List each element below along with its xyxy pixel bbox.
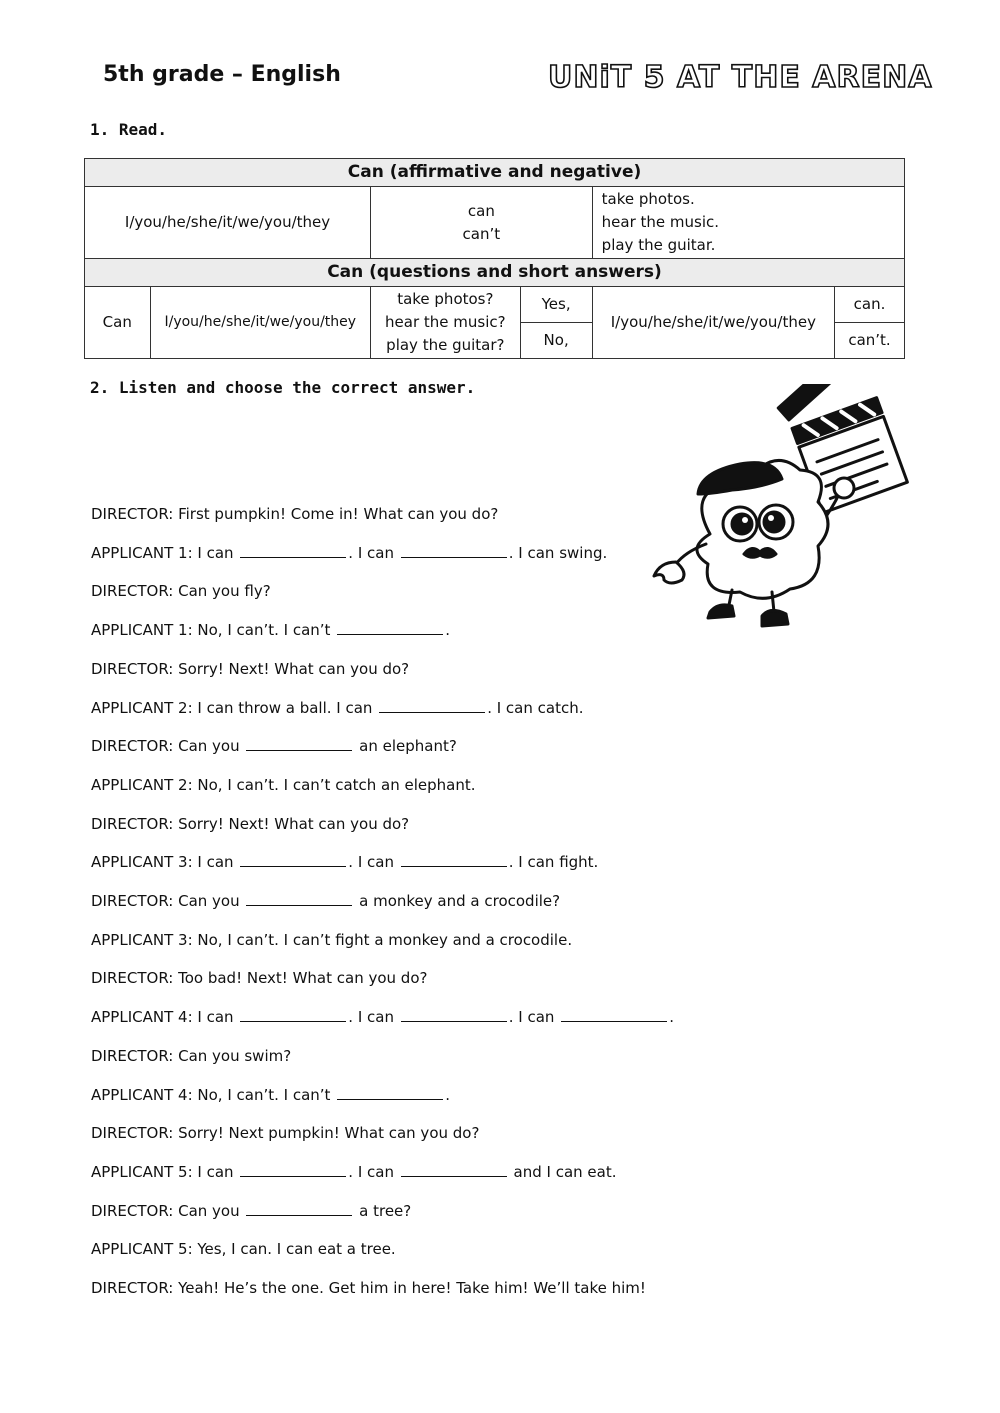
dialogue-text: . [445, 1085, 450, 1104]
dialogue-text: DIRECTOR: Can you [91, 892, 245, 910]
dialogue-text: . I can [348, 1162, 399, 1181]
question-subjects: I/you/he/she/it/we/you/they [150, 287, 371, 359]
answer-blank[interactable] [401, 854, 507, 867]
dialogue-text: APPLICANT 2: I can throw a ball. I can [91, 698, 378, 717]
dialogue-line [91, 1047, 291, 1065]
dialogue-line [91, 621, 450, 639]
section-2-title: 2. Listen and choose the correct answer. [90, 378, 476, 397]
unit-title: UNiT 5 AT THE ARENA [548, 60, 933, 95]
dialogue-text: APPLICANT 4: No, I can’t. I can’t [91, 1085, 336, 1104]
verb-item: hear the music. [601, 213, 720, 231]
dialogue-text: . I can swing. [508, 543, 608, 562]
dialogue-text: . [445, 621, 450, 640]
dialogue-text: DIRECTOR: Sorry! Next! What can you do? [91, 659, 410, 678]
dialogue-text: DIRECTOR: First pumpkin! Come in! What can you do? [91, 505, 499, 523]
dialogue-line [91, 1279, 646, 1297]
dialogue-line [91, 1163, 616, 1181]
question-can: Can [85, 287, 151, 359]
dialogue-text: . I can [508, 1008, 560, 1027]
dialogue-text: and I can eat. [508, 1162, 617, 1181]
answer-blank[interactable] [401, 1009, 507, 1022]
question-verb: hear the music? [385, 313, 506, 331]
answer-blank[interactable] [401, 545, 507, 558]
answer-blank[interactable] [379, 700, 485, 713]
affirmative-heading: Can (affirmative and negative) [85, 159, 905, 187]
answer-blank[interactable] [561, 1009, 667, 1022]
answer-blank[interactable] [240, 1009, 346, 1022]
answer-blank[interactable] [337, 622, 443, 635]
question-verb: take photos? [397, 290, 494, 308]
answer-blank[interactable] [246, 738, 352, 751]
answer-blank[interactable] [246, 893, 352, 906]
dialogue-line [91, 544, 607, 562]
dialogue-line [91, 776, 476, 794]
dialogue-text: . I can catch. [487, 698, 584, 717]
dialogue-line [91, 1240, 396, 1258]
answer-subjects: I/you/he/she/it/we/you/they [592, 287, 834, 359]
dialogue-text: . I can [348, 853, 399, 872]
short-answer-cant: can’t. [835, 323, 905, 359]
dialogue-text: APPLICANT 4: I can [91, 1008, 239, 1027]
grammar-table [84, 158, 905, 359]
dialogue-line [91, 1086, 450, 1104]
short-answer-no: No, [520, 323, 592, 359]
modal-cant: can’t [462, 224, 501, 243]
pumpkin-director-icon [640, 384, 910, 644]
dialogue-line [91, 1008, 674, 1026]
dialogue-line [91, 892, 560, 910]
dialogue-text: DIRECTOR: Can you swim? [91, 1046, 292, 1065]
dialogue-text: . I can fight. [508, 853, 599, 872]
answer-blank[interactable] [240, 854, 346, 867]
dialogue-text: APPLICANT 5: I can [91, 1162, 239, 1181]
dialogue-line [91, 660, 409, 678]
dialogue-line [91, 853, 598, 871]
dialogue-line [91, 969, 427, 987]
answer-blank[interactable] [240, 1164, 346, 1177]
question-verbs [371, 287, 521, 359]
dialogue-text: . I can [348, 1008, 399, 1027]
dialogue-line [91, 815, 409, 833]
dialogue-text: DIRECTOR: Can you fly? [91, 582, 271, 601]
dialogue-text: APPLICANT 3: No, I can’t. I can’t fight a monkey and a crocodile. [91, 930, 573, 949]
verb-item: take photos. [601, 190, 695, 208]
dialogue-text: APPLICANT 1: No, I can’t. I can’t [91, 621, 336, 640]
dialogue-text: DIRECTOR: Sorry! Next pumpkin! What can you do? [91, 1124, 480, 1143]
dialogue-line [91, 1202, 411, 1220]
dialogue-text: APPLICANT 3: I can [91, 853, 239, 872]
dialogue-text: a monkey and a crocodile? [354, 892, 561, 910]
questions-heading: Can (questions and short answers) [85, 259, 905, 287]
short-answer-yes: Yes, [520, 287, 592, 323]
answer-blank[interactable] [246, 1203, 352, 1216]
dialogue-text: a tree? [354, 1201, 412, 1220]
dialogue-text: an elephant? [354, 737, 457, 756]
dialogue-line [91, 699, 583, 717]
question-verb: play the guitar? [386, 336, 505, 354]
dialogue-text: DIRECTOR: Sorry! Next! What can you do? [91, 814, 410, 833]
dialogue-text: APPLICANT 1: I can [91, 543, 239, 562]
dialogue-text: DIRECTOR: Too bad! Next! What can you do? [91, 969, 428, 988]
answer-blank[interactable] [337, 1087, 443, 1100]
modal-can: can [467, 201, 495, 220]
dialogue-text: APPLICANT 5: Yes, I can. I can eat a tree. [91, 1240, 396, 1259]
dialogue-line [91, 582, 271, 600]
answer-blank[interactable] [401, 1164, 507, 1177]
short-answer-can: can. [835, 287, 905, 323]
dialogue-line [91, 737, 457, 755]
affirmative-verbs [592, 187, 904, 259]
dialogue-text: DIRECTOR: Can you [91, 737, 245, 756]
verb-item: play the guitar. [601, 236, 716, 254]
affirmative-modals [371, 187, 593, 259]
dialogue-line [91, 505, 498, 523]
affirmative-subjects: I/you/he/she/it/we/you/they [85, 187, 371, 259]
section-1-title: 1. Read. [90, 120, 168, 139]
dialogue-line [91, 931, 572, 949]
grade-title: 5th grade – English [103, 62, 341, 87]
dialogue-text: APPLICANT 2: No, I can’t. I can’t catch an elephant. [91, 775, 476, 794]
dialogue-text: . I can [348, 543, 399, 562]
dialogue-text: DIRECTOR: Yeah! He’s the one. Get him in here! Take him! We’ll take him! [91, 1279, 646, 1297]
dialogue-text: DIRECTOR: Can you [91, 1201, 245, 1220]
answer-blank[interactable] [240, 545, 346, 558]
dialogue-text: . [669, 1008, 674, 1027]
dialogue-line [91, 1124, 479, 1142]
